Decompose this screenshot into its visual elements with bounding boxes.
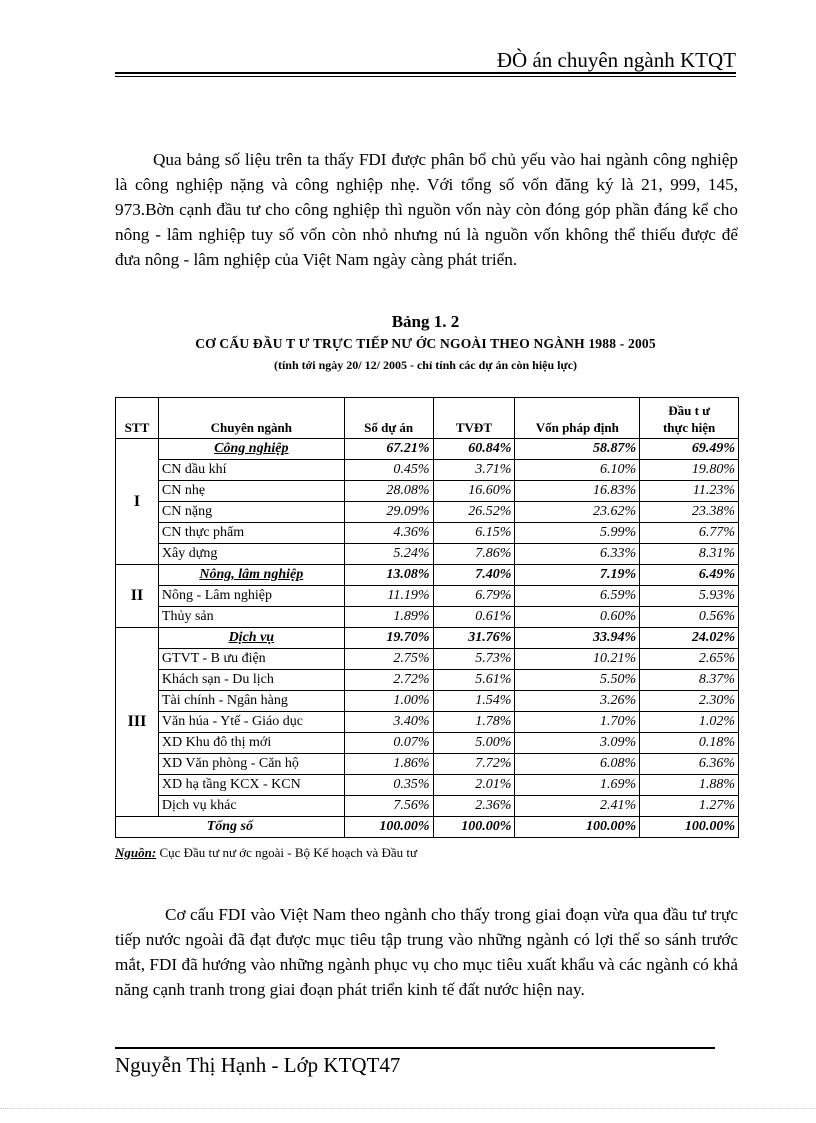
industry-name: Nông - Lâm nghiệp	[158, 586, 344, 607]
header-rule-thin	[115, 76, 736, 77]
industry-name: GTVT - B ưu điện	[158, 649, 344, 670]
industry-value: 5.93%	[640, 586, 739, 607]
col-header-tvdt: TVĐT	[433, 398, 515, 439]
group-stt: I	[116, 439, 159, 565]
industry-name: Văn húa - Ytế - Giáo dục	[158, 712, 344, 733]
table-row	[116, 649, 739, 670]
industry-value: 8.37%	[640, 670, 739, 691]
industry-value: 1.54%	[433, 691, 515, 712]
industry-value: 11.23%	[640, 481, 739, 502]
industry-value: 2.65%	[640, 649, 739, 670]
footer-rule	[115, 1047, 715, 1049]
total-row	[116, 817, 739, 838]
industry-value: 4.36%	[344, 523, 433, 544]
industry-value: 3.40%	[344, 712, 433, 733]
col-header-industry: Chuyên ngành	[158, 398, 344, 439]
table-title: CƠ CẤU ĐẦU T Ư TRỰC TIẾP NƯ ỚC NGOÀI THEO NGÀNH 1988 - 2005	[195, 336, 656, 351]
industry-value: 1.27%	[640, 796, 739, 817]
col-header-legal-capital: Vốn pháp định	[515, 398, 640, 439]
industry-value: 1.00%	[344, 691, 433, 712]
group-value: 33.94%	[515, 628, 640, 649]
industry-name: XD Văn phòng - Căn hộ	[158, 754, 344, 775]
industry-value: 2.75%	[344, 649, 433, 670]
industry-value: 16.60%	[433, 481, 515, 502]
table-header-row	[116, 398, 739, 439]
fdi-structure-table	[115, 397, 739, 838]
industry-value: 29.09%	[344, 502, 433, 523]
col-header-projects: Số dự án	[344, 398, 433, 439]
industry-value: 6.10%	[515, 460, 640, 481]
group-name: Công nghiệp	[158, 439, 344, 460]
col-header-stt: STT	[116, 398, 159, 439]
industry-value: 6.15%	[433, 523, 515, 544]
industry-value: 23.38%	[640, 502, 739, 523]
industry-value: 7.72%	[433, 754, 515, 775]
industry-value: 0.61%	[433, 607, 515, 628]
table-row	[116, 607, 739, 628]
table-row	[116, 502, 739, 523]
industry-value: 3.71%	[433, 460, 515, 481]
table-row	[116, 481, 739, 502]
industry-value: 0.60%	[515, 607, 640, 628]
industry-value: 2.72%	[344, 670, 433, 691]
industry-value: 6.59%	[515, 586, 640, 607]
industry-value: 1.86%	[344, 754, 433, 775]
header-rule	[115, 72, 736, 74]
total-value: 100.00%	[640, 817, 739, 838]
industry-name: CN nặng	[158, 502, 344, 523]
group-value: 60.84%	[433, 439, 515, 460]
industry-name: Tài chính - Ngân hàng	[158, 691, 344, 712]
industry-name: Dịch vụ khác	[158, 796, 344, 817]
table-source	[115, 843, 515, 862]
industry-value: 0.35%	[344, 775, 433, 796]
group-value: 31.76%	[433, 628, 515, 649]
group-name: Nông, lâm nghiệp	[158, 565, 344, 586]
table-label: Bảng 1. 2	[391, 312, 460, 331]
industry-value: 2.41%	[515, 796, 640, 817]
industry-value: 1.70%	[515, 712, 640, 733]
group-stt: III	[116, 628, 159, 817]
group-value: 24.02%	[640, 628, 739, 649]
industry-value: 1.02%	[640, 712, 739, 733]
industry-value: 5.61%	[433, 670, 515, 691]
col-header-implemented	[640, 398, 739, 439]
source-label: Nguồn:	[115, 845, 157, 860]
industry-value: 11.19%	[344, 586, 433, 607]
industry-value: 26.52%	[433, 502, 515, 523]
industry-value: 5.24%	[344, 544, 433, 565]
industry-name: XD Khu đô thị mới	[158, 733, 344, 754]
table-subtitle: (tính tới ngày 20/ 12/ 2005 - chỉ tính các dự án còn hiệu lực)	[273, 358, 578, 372]
industry-value: 1.88%	[640, 775, 739, 796]
table-row	[116, 733, 739, 754]
group-value: 19.70%	[344, 628, 433, 649]
table-row	[116, 754, 739, 775]
industry-value: 23.62%	[515, 502, 640, 523]
paragraph-intro: Qua bảng số liệu trên ta thấy FDI được phân bổ chủ yếu vào hai ngành công nghiệp là công nghiệp nặng và công nghiệp nhẹ. Với tổng số vốn đăng ký là 21, 999, 145, 973.Bờn cạnh đầu tư cho công nghiệp thì nguồn vốn này còn đóng góp phần đáng kể cho nông - lâm nghiệp tuy số vốn còn nhỏ nhưng nú là nguồn vốn không thể thiếu được để đưa nông - lâm nghiệp của Việt Nam ngày càng phát triển.	[115, 150, 738, 269]
industry-value: 0.56%	[640, 607, 739, 628]
table-row	[116, 775, 739, 796]
group-name: Dịch vụ	[158, 628, 344, 649]
industry-value: 5.50%	[515, 670, 640, 691]
total-label: Tổng số	[116, 817, 345, 838]
total-value: 100.00%	[344, 817, 433, 838]
table-row	[116, 544, 739, 565]
industry-value: 6.33%	[515, 544, 640, 565]
page-header-title: ĐÒ án chuyên ngành KTQT	[496, 48, 736, 72]
table-row	[116, 691, 739, 712]
industry-value: 1.78%	[433, 712, 515, 733]
industry-name: CN thực phẩm	[158, 523, 344, 544]
table-row	[116, 523, 739, 544]
industry-name: CN nhẹ	[158, 481, 344, 502]
industry-value: 28.08%	[344, 481, 433, 502]
industry-value: 7.56%	[344, 796, 433, 817]
industry-value: 0.45%	[344, 460, 433, 481]
industry-value: 0.18%	[640, 733, 739, 754]
industry-value: 2.30%	[640, 691, 739, 712]
group-stt: II	[116, 565, 159, 628]
industry-value: 6.79%	[433, 586, 515, 607]
group-value: 7.40%	[433, 565, 515, 586]
industry-value: 6.77%	[640, 523, 739, 544]
group-row	[116, 628, 739, 649]
paragraph-analysis: Cơ cấu FDI vào Việt Nam theo ngành cho thấy trong giai đoạn vừa qua đầu tư trực tiếp nước ngoài đã đạt được mục tiêu tập trung vào những ngành có lợi thế so sánh trước mắt, FDI đã hướng vào những ngành phục vụ cho mục tiêu xuất khẩu và các ngành có khả năng cạnh tranh trong giai đoạn phát triển kinh tế đất nước hiện nay.	[115, 905, 738, 999]
group-row	[116, 439, 739, 460]
industry-value: 5.99%	[515, 523, 640, 544]
total-value: 100.00%	[433, 817, 515, 838]
industry-value: 5.00%	[433, 733, 515, 754]
page-footer: Nguyễn Thị Hạnh - Lớp KTQT47	[115, 1053, 401, 1077]
industry-name: Thủy sản	[158, 607, 344, 628]
industry-value: 6.36%	[640, 754, 739, 775]
industry-value: 3.09%	[515, 733, 640, 754]
group-value: 6.49%	[640, 565, 739, 586]
table-row	[116, 712, 739, 733]
industry-value: 16.83%	[515, 481, 640, 502]
industry-value: 10.21%	[515, 649, 640, 670]
col-header-implemented-line2: thực hiện	[662, 420, 716, 435]
industry-value: 7.86%	[433, 544, 515, 565]
table-body	[116, 439, 739, 838]
col-header-implemented-line1: Đầu t ư	[668, 403, 710, 418]
industry-value: 1.89%	[344, 607, 433, 628]
industry-value: 1.69%	[515, 775, 640, 796]
industry-value: 5.73%	[433, 649, 515, 670]
industry-value: 3.26%	[515, 691, 640, 712]
industry-value: 0.07%	[344, 733, 433, 754]
table-row	[116, 796, 739, 817]
industry-name: Xây dựng	[158, 544, 344, 565]
industry-value: 2.36%	[433, 796, 515, 817]
industry-name: CN dầu khí	[158, 460, 344, 481]
group-row	[116, 565, 739, 586]
industry-name: Khách sạn - Du lịch	[158, 670, 344, 691]
group-value: 13.08%	[344, 565, 433, 586]
industry-value: 6.08%	[515, 754, 640, 775]
industry-value: 2.01%	[433, 775, 515, 796]
table-row	[116, 670, 739, 691]
table-row	[116, 586, 739, 607]
group-value: 69.49%	[640, 439, 739, 460]
group-value: 67.21%	[344, 439, 433, 460]
table-row	[116, 460, 739, 481]
industry-value: 19.80%	[640, 460, 739, 481]
source-text: Cục Đầu tư nư ớc ngoài - Bộ Kế hoạch và Đầu tư	[159, 845, 418, 860]
total-value: 100.00%	[515, 817, 640, 838]
industry-value: 8.31%	[640, 544, 739, 565]
group-value: 7.19%	[515, 565, 640, 586]
group-value: 58.87%	[515, 439, 640, 460]
industry-name: XD hạ tầng KCX - KCN	[158, 775, 344, 796]
page-bottom-border	[0, 1108, 816, 1109]
